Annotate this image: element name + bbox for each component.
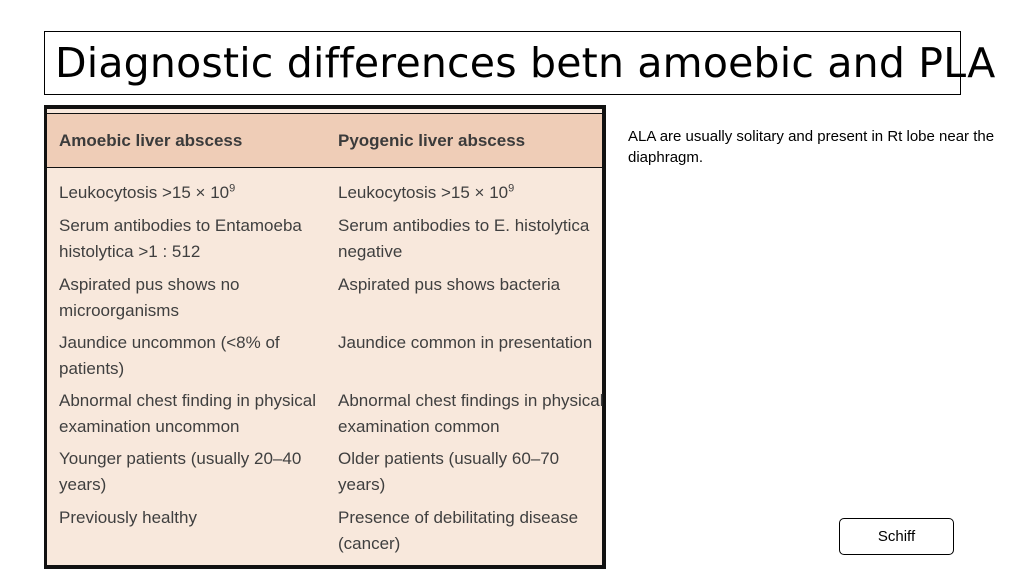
- cell-amoebic: Abnormal chest finding in physical examination uncommon: [59, 391, 317, 436]
- exponent: 9: [229, 182, 236, 195]
- header-pyogenic: Pyogenic liver abscess: [338, 131, 526, 150]
- cell-pyogenic: Jaundice common in presentation: [338, 333, 593, 352]
- cell-pyogenic: Abnormal chest findings in physical examination common: [338, 391, 604, 436]
- cell-pyogenic: Serum antibodies to E. histolytica negative: [338, 216, 590, 261]
- slide-title: Diagnostic differences betn amoebic and PLA: [55, 39, 996, 87]
- cell-amoebic: Jaundice uncommon (<8% of patients): [59, 333, 280, 378]
- cell-amoebic: Aspirated pus shows no microorganisms: [59, 275, 240, 320]
- reference-label: Schiff: [839, 518, 954, 555]
- cell-pyogenic: Older patients (usually 60–70 years): [338, 449, 560, 494]
- cell-amoebic: Leukocytosis $>15 \times 10^9$: [59, 182, 236, 202]
- comparison-table: [44, 105, 606, 569]
- cell-pyogenic: Presence of debilitating disease (cancer): [338, 508, 579, 553]
- cell-pyogenic: Leukocytosis $>15 \times 10^9$: [338, 182, 515, 202]
- table-header: [47, 113, 602, 168]
- header-amoebic: Amoebic liver abscess: [59, 131, 243, 150]
- cell-amoebic: Previously healthy: [59, 508, 197, 527]
- title-box: [44, 31, 996, 95]
- cell-pyogenic: Aspirated pus shows bacteria: [338, 275, 561, 294]
- cell-amoebic: Younger patients (usually 20–40 years): [59, 449, 302, 494]
- exponent: 9: [508, 182, 515, 195]
- side-note: ALA are usually solitary and present in Rt lobe near the diaphragm.: [628, 128, 995, 166]
- cell-amoebic: Serum antibodies to Entamoeba histolytica >1 : 512: [59, 216, 302, 261]
